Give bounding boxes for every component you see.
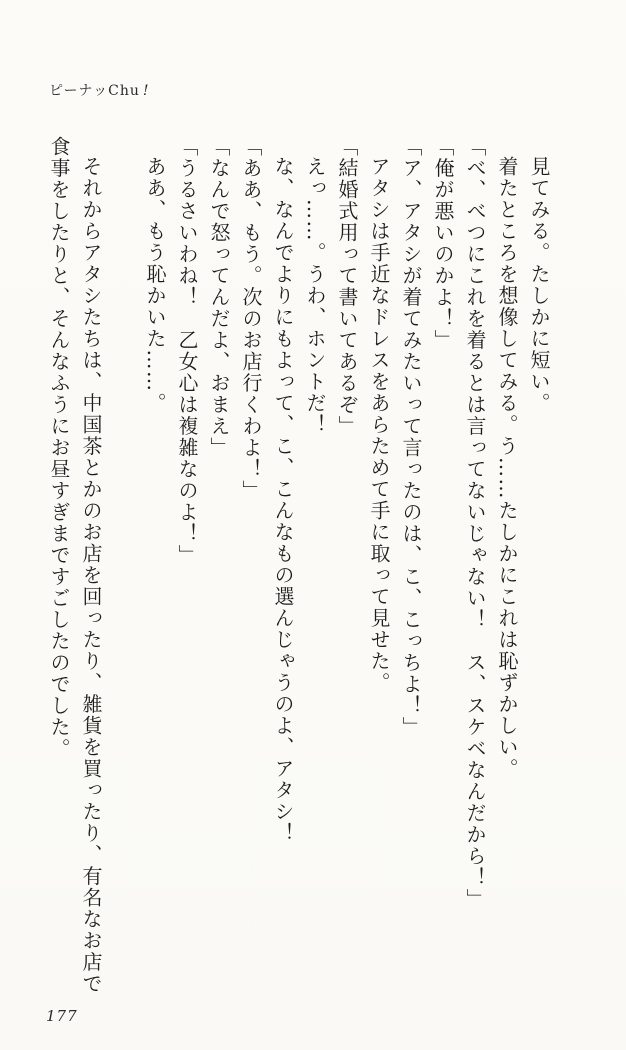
paragraph-9: な、なんでよりにもよって、こ、こんなもの選んじゃうのよ、アタシ！ — [271, 156, 295, 844]
paragraph-6: アタシは手近なドレスをあらためて手に取って見せた。 — [367, 156, 391, 694]
paragraph-8: えっ……。うわ、ホントだ！ — [303, 156, 327, 436]
paragraph-7: 「結婚式用って書いてあるぞ」 — [335, 136, 359, 437]
paragraph-1: 見てみる。たしかに短い。 — [527, 156, 551, 414]
running-header-title: ピーナッChu — [49, 83, 140, 99]
paragraph-5: 「ア、アタシが着てみたいって言ったのは、こ、こっちよ！」 — [399, 136, 423, 738]
paragraph-4: 「俺が悪いのかよ！」 — [431, 136, 455, 351]
paragraph-12: 「うるさいわね！ 乙女心は複雑なのよ！」 — [175, 136, 199, 566]
paragraph-13: ああ、もう恥かいた……。 — [143, 156, 167, 414]
paragraph-14: それからアタシたちは、中国茶とかのお店を回ったり、雑貨を買ったり、有名なお店で食事をしたりと、そんなふうにお昼すぎまですごしたのでした。 — [47, 136, 103, 995]
page-number: 177 — [46, 1007, 78, 1025]
paragraph-11: 「なんで怒ってんだよ、おまえ」 — [207, 136, 231, 459]
body-text — [38, 136, 555, 1000]
paragraph-10: 「ああ、もう。次のお店行くわよ！」 — [239, 136, 263, 502]
running-header-exclamation: ! — [142, 83, 150, 99]
paragraph-2: 着たところを想像してみる。う……たしかにこれは恥ずかしい。 — [495, 156, 519, 780]
paragraph-3: 「べ、べつにこれを着るとは言ってないじゃない！ ス、スケベなんだから！」 — [463, 136, 487, 910]
running-header — [49, 80, 150, 100]
